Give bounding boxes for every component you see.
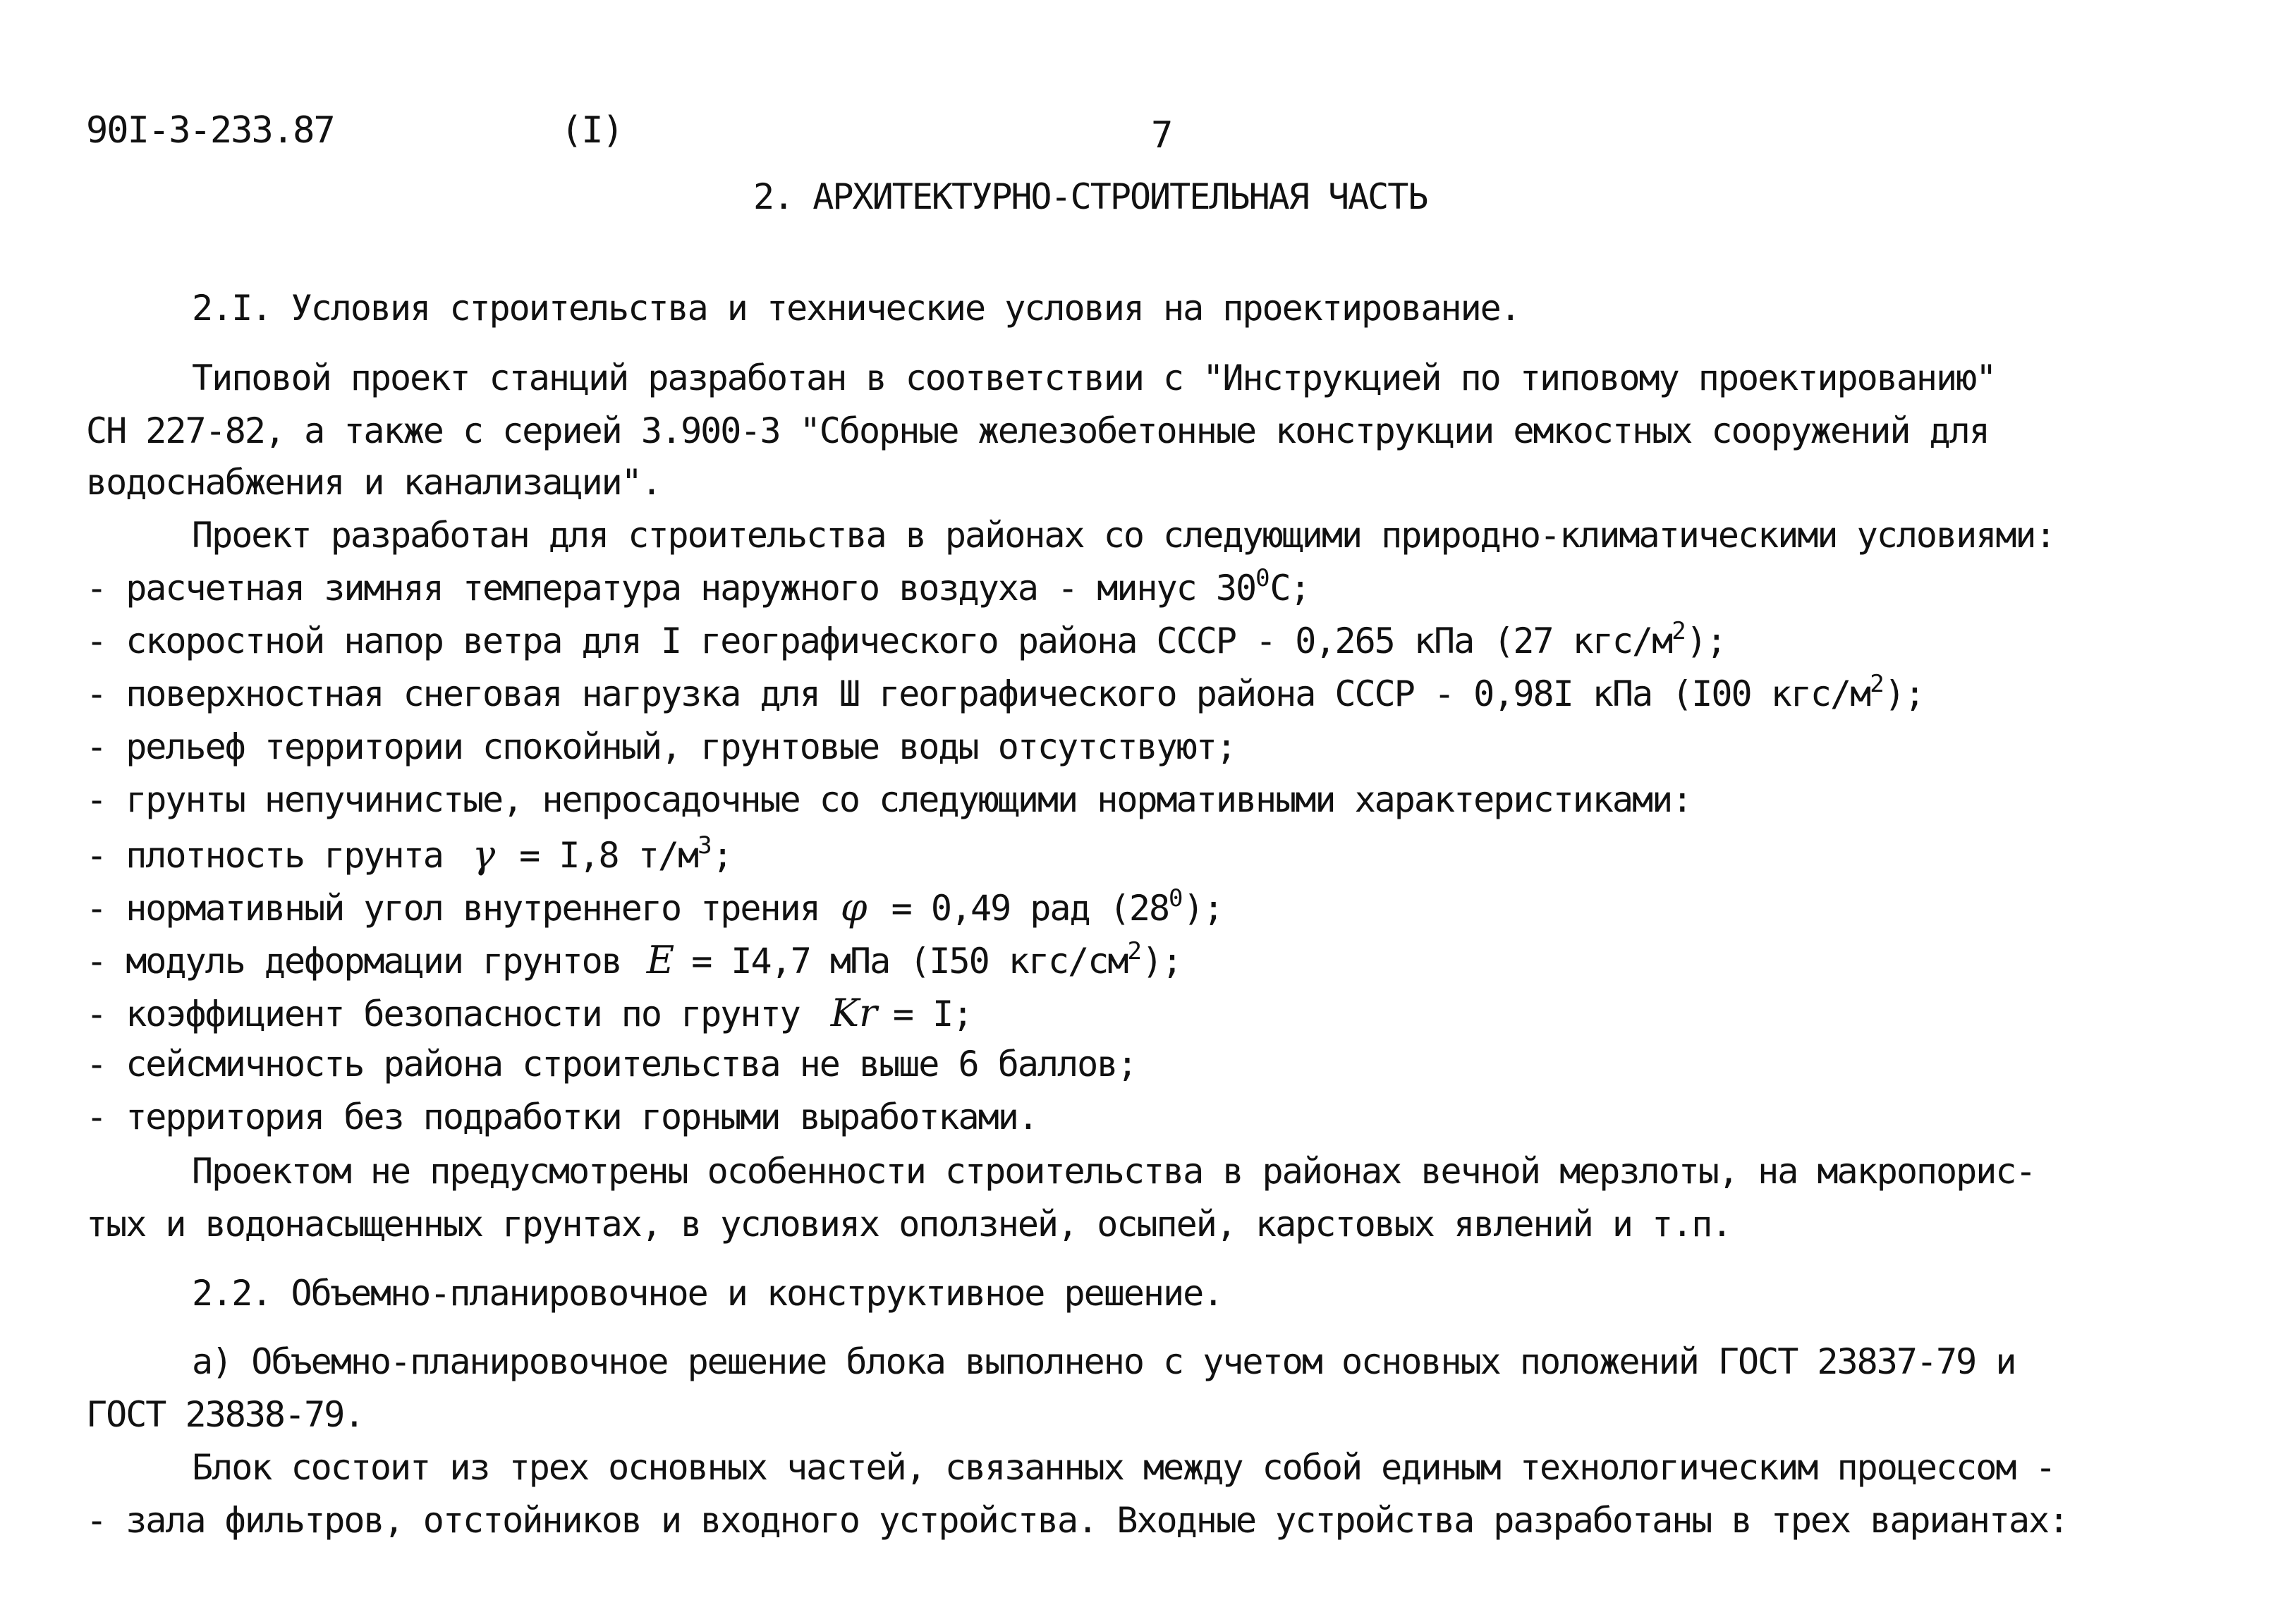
paragraph-line: а) Объемно-планировочное решение блока выполнено с учетом основных положений ГОСТ 23837-79 и: [192, 1341, 2016, 1382]
condition-friction: - нормативный угол внутреннего трения φ = 0,49 рад $(28^0)$;: [86, 884, 1223, 929]
paragraph-line: Проект разработан для строительства в районах со следующими природно-климатическими условиями:: [192, 515, 2055, 556]
paragraph-line: Блок состоит из трех основных частей, связанных между собой единым технологическим процессом -: [192, 1447, 2055, 1488]
kr-symbol: Kr: [830, 991, 877, 1035]
paragraph-line: Типовой проект станций разработан в соответствии с "Инструкцией по типовому проектированию": [192, 358, 1996, 398]
condition-relief: - рельеф территории спокойный, грунтовые воды отсутствуют;: [86, 726, 1236, 767]
gamma-symbol: γ: [472, 832, 496, 877]
page-number: 7: [1151, 114, 1172, 157]
condition-mining: - территория без подработки горными выработками.: [86, 1097, 1037, 1137]
condition-snow: - поверхностная снеговая нагрузка для Ш географического района СССР - 0,98I кПа (I00 кгс/$м^2$);: [86, 670, 1924, 714]
phi-symbol: φ: [840, 885, 867, 929]
subsection-heading-2-2: 2.2. Объемно-планировочное и конструктивное решение.: [192, 1273, 1223, 1314]
document-part: (I): [561, 109, 623, 152]
condition-wind: - скоростной напор ветра для I географического района СССР - 0,265 кПа (27 кгс/$м^2$);: [86, 617, 1726, 661]
document-code: 90I-3-233.87: [86, 109, 334, 152]
condition-temperature: - расчетная зимняя температура наружного воздуха - минус $30^0С$;: [86, 564, 1310, 609]
paragraph-line: СН 227-82, а также с серией 3.900-3 "Сборные железобетонные конструкции емкостных сооружений для: [86, 410, 1989, 451]
paragraph-line: водоснабжения и канализации".: [86, 462, 661, 503]
condition-modulus: - модуль деформации грунтов E = I4,7 мПа (I50 кгс/$см^2$);: [86, 937, 1182, 982]
condition-safety: - коэффициент безопасности по грунту Kr = I;: [86, 991, 973, 1035]
condition-soils: - грунты непучинистые, непросадочные со следующими нормативными характеристиками:: [86, 779, 1692, 820]
e-symbol: E: [646, 938, 675, 982]
paragraph-line: Проектом не предусмотрены особенности строительства в районах вечной мерзлоты, на макропорис-: [192, 1151, 2035, 1192]
condition-density: - плотность грунта γ = I,8 $т/м^3$;: [86, 831, 732, 877]
paragraph-line: ГОСТ 23838-79.: [86, 1394, 364, 1435]
subsection-heading-2-1: 2.I. Условия строительства и технические условия на проектирование.: [192, 288, 1520, 329]
section-title: 2. АРХИТЕКТУРНО-СТРОИТЕЛЬНАЯ ЧАСТЬ: [753, 176, 1427, 217]
paragraph-line: - зала фильтров, отстойников и входного устройства. Входные устройства разработаны в трех вариантах:: [86, 1500, 2069, 1541]
condition-seismic: - сейсмичность района строительства не выше 6 баллов;: [86, 1044, 1137, 1085]
paragraph-line: тых и водонасыщенных грунтах, в условиях оползней, осыпей, карстовых явлений и т.п.: [86, 1204, 1731, 1245]
